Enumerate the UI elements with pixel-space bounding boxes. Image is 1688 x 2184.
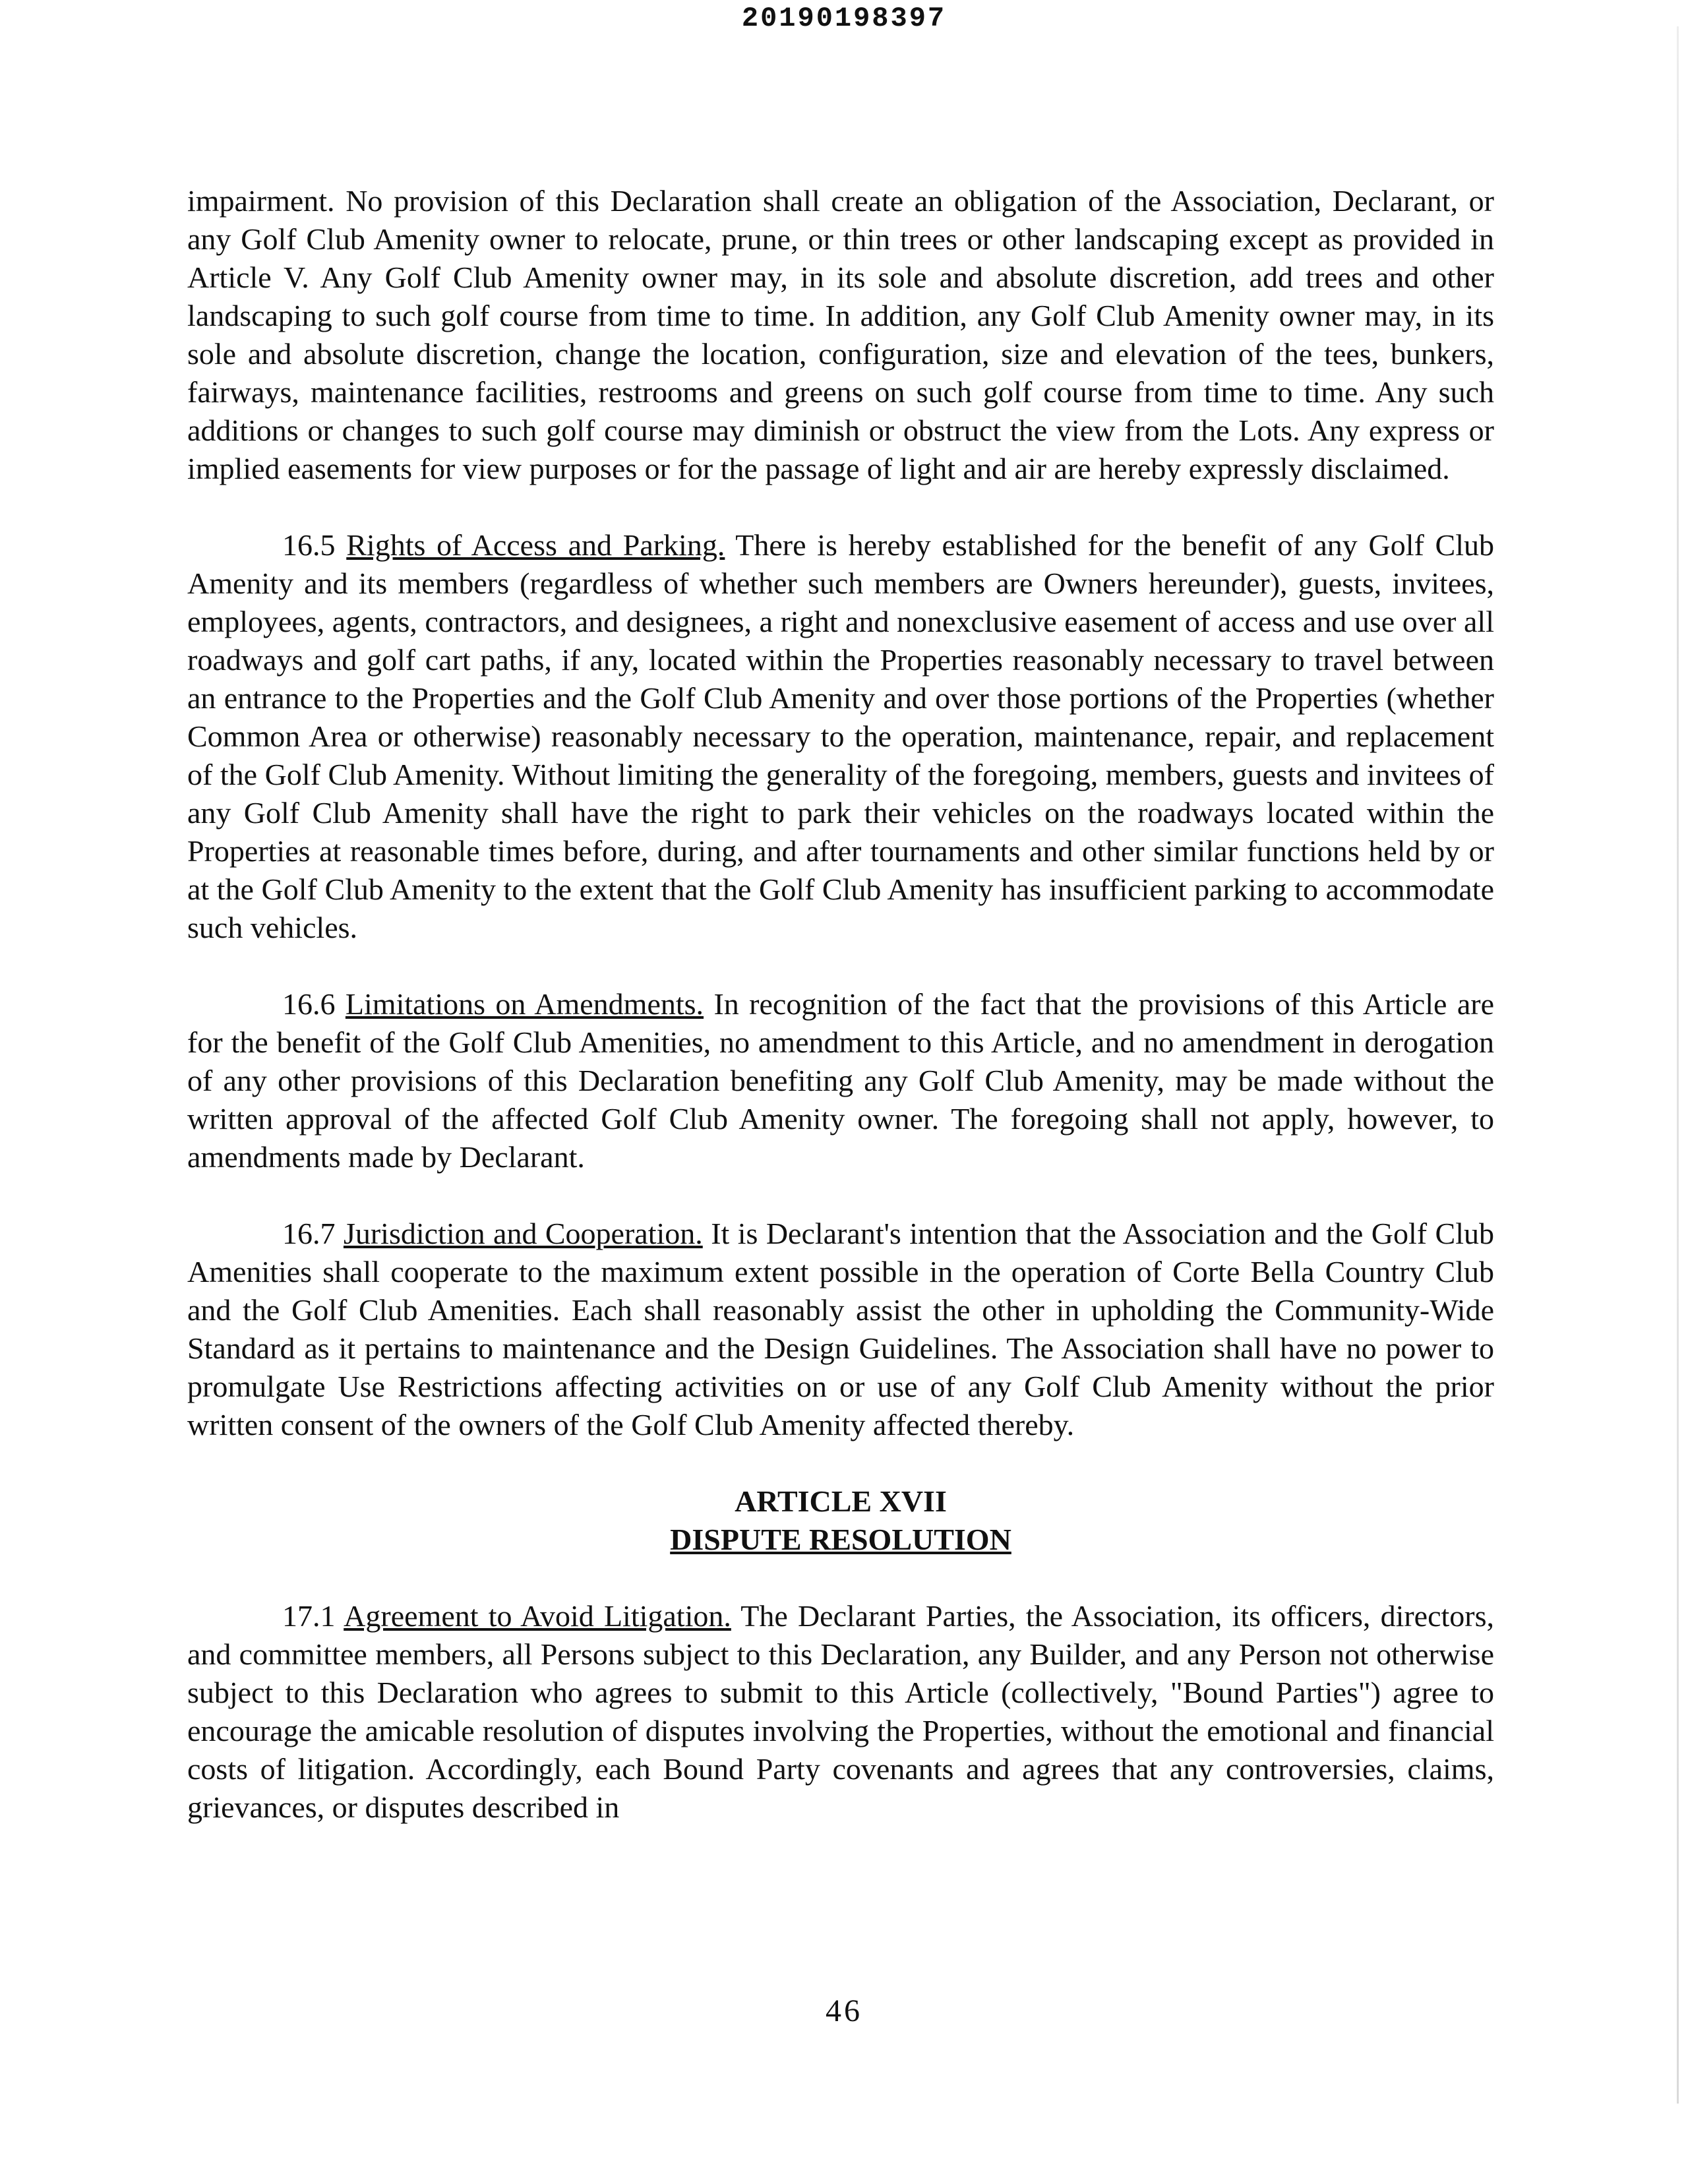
paragraph-continuation	[187, 182, 1494, 488]
section-16-6	[187, 985, 1494, 1176]
section-text: It is Declarant's intention that the Association and the Golf Club Amenities shall cooperate to the maximum extent possible in the operation of Corte Bella Country Club and the Golf Club Amenities. Each shall reasonably assist the other in upholding the Community-Wide Standard as it pertains to maintenance and the Design Guidelines. The Association shall have no power to promulgate Use Restrictions affecting activities on or use of any Golf Club Amenity without the prior written consent of the owners of the Golf Club Amenity affected thereby.	[187, 1217, 1494, 1441]
section-text: In recognition of the fact that the provisions of this Article are for the benefit of the Golf Club Amenities, no amendment to this Article, and no amendment in derogation of any other provisions of this Declaration benefiting any Golf Club Amenity, may be made without the written approval of the affected Golf Club Amenity owner. The foregoing shall not apply, however, to amendments made by Declarant.	[187, 987, 1495, 1174]
section-17-1	[187, 1597, 1494, 1827]
section-text: The Declarant Parties, the Association, its officers, directors, and committee members, all Persons subject to this Declaration, any Builder, and any Person not otherwise subject to this Declaration who agrees to submit to this Article (collectively, "Bound Parties") agree to encourage the amicable resolution of disputes involving the Properties, without the emotional and financial costs of litigation. Accordingly, each Bound Party covenants and agrees that any controversies, claims, grievances, or disputes described in	[187, 1599, 1495, 1824]
section-title: Jurisdiction and Cooperation.	[343, 1217, 703, 1250]
scan-edge-artifact	[1677, 26, 1679, 2104]
section-title: Limitations on Amendments.	[345, 987, 704, 1021]
section-16-5	[187, 526, 1494, 947]
section-number: 17.1	[282, 1599, 336, 1633]
section-title: Agreement to Avoid Litigation.	[344, 1599, 731, 1633]
section-title: Rights of Access and Parking.	[346, 528, 725, 562]
article-title: DISPUTE RESOLUTION	[670, 1523, 1011, 1556]
section-text: There is hereby established for the benefit of any Golf Club Amenity and its members (regardless of whether such members are Owners hereunder), guests, invitees, employees, agents, contractors, and designees, a right and nonexclusive easement of access and use over all roadways and golf cart paths, if any, located within the Properties reasonably necessary to travel between an entrance to the Properties and the Golf Club Amenity and over those portions of the Properties (whether Common Area or otherwise) reasonably necessary to the operation, maintenance, repair, and replacement of the Golf Club Amenity. Without limiting the generality of the foregoing, members, guests and invitees of any Golf Club Amenity shall have the right to park their vehicles on the roadways located within the Properties at reasonable times before, during, and after tournaments and other similar functions held by or at the Golf Club Amenity to the extent that the Golf Club Amenity has insufficient parking to accommodate such vehicles.	[187, 528, 1495, 944]
article-heading	[187, 1482, 1494, 1559]
document-number: 20190198397	[741, 3, 947, 34]
document-body	[187, 182, 1494, 1865]
page-number: 46	[826, 1993, 862, 2028]
article-number: ARTICLE XVII	[735, 1484, 947, 1518]
section-16-7	[187, 1215, 1494, 1444]
paragraph-text: impairment. No provision of this Declaration shall create an obligation of the Association, Declarant, or any Golf Club Amenity owner to relocate, prune, or thin trees or other landscaping except as provided in Article V. Any Golf Club Amenity owner may, in its sole and absolute discretion, add trees and other landscaping to such golf course from time to time. In addition, any Golf Club Amenity owner may, in its sole and absolute discretion, change the location, configuration, size and elevation of the tees, bunkers, fairways, maintenance facilities, restrooms and greens on such golf course from time to time. Any such additions or changes to such golf course may diminish or obstruct the view from the Lots. Any express or implied easements for view purposes or for the passage of light and air are hereby expressly disclaimed.	[187, 184, 1494, 485]
section-number: 16.5	[282, 528, 336, 562]
section-number: 16.7	[282, 1217, 336, 1250]
section-number: 16.6	[282, 987, 336, 1021]
